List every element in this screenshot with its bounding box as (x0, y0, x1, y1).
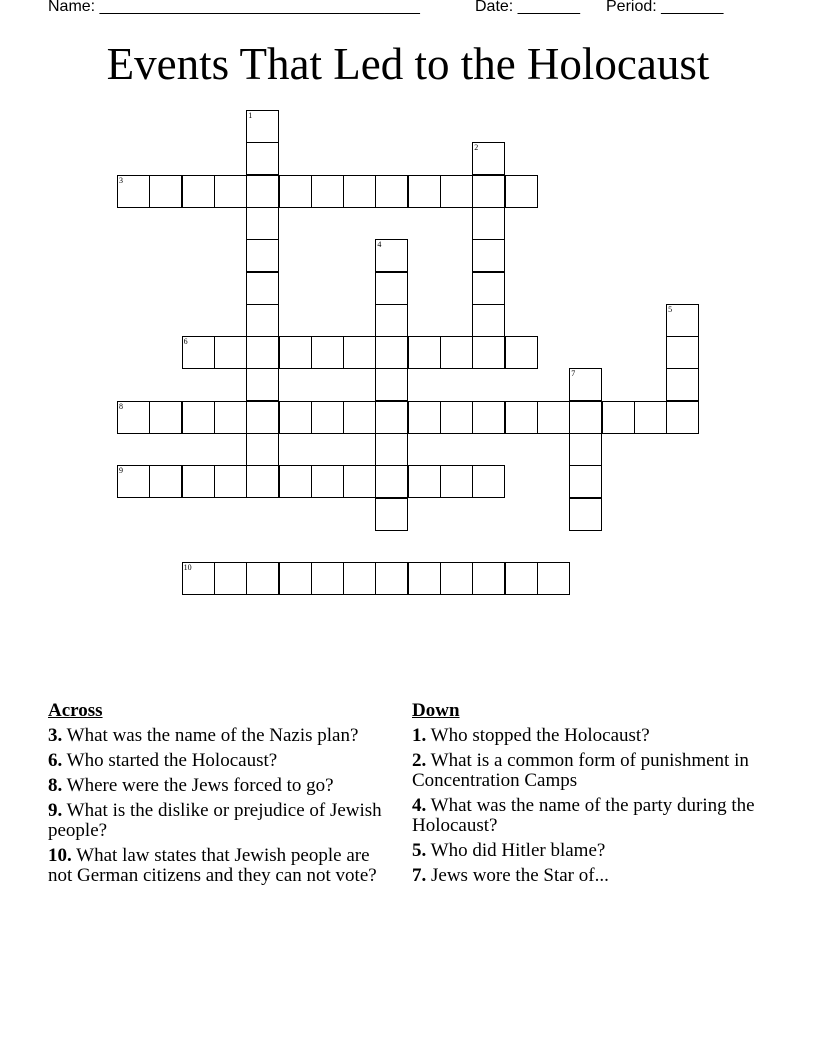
date-field[interactable]: Date: _______ (475, 0, 580, 15)
down-clues (412, 701, 762, 891)
crossword-cell[interactable] (246, 239, 279, 272)
crossword-cell[interactable] (569, 433, 602, 466)
crossword-cell[interactable] (440, 401, 473, 434)
across-clue: 3. What was the name of the Nazis plan? (48, 725, 359, 746)
clue-number: 9 (119, 466, 123, 476)
crossword-cell[interactable] (246, 401, 279, 434)
crossword-cell[interactable] (214, 175, 247, 208)
crossword-cell[interactable] (666, 336, 699, 369)
clue-number: 1 (248, 111, 253, 120)
crossword-cell[interactable] (375, 562, 408, 595)
crossword-cell[interactable] (214, 465, 247, 498)
crossword-cell[interactable] (472, 239, 505, 272)
crossword-cell[interactable] (375, 304, 408, 337)
crossword-cell[interactable] (472, 562, 505, 595)
crossword-cell[interactable] (149, 465, 182, 498)
crossword-cell[interactable] (117, 175, 150, 208)
crossword-cell[interactable] (182, 175, 215, 208)
crossword-cell[interactable] (440, 465, 473, 498)
crossword-cell[interactable] (505, 175, 538, 208)
crossword-cell[interactable] (408, 175, 441, 208)
crossword-cell[interactable] (149, 401, 182, 434)
crossword-cell[interactable] (214, 562, 247, 595)
crossword-cell[interactable] (182, 465, 215, 498)
clue-number: 3 (119, 175, 123, 185)
clue-number: 2 (474, 143, 479, 153)
crossword-cell[interactable] (246, 207, 279, 240)
crossword-cell[interactable] (182, 562, 215, 595)
crossword-cell[interactable] (182, 401, 215, 434)
across-clue: 10. What law states that Jewish people are not German citizens and they can not vote? (48, 845, 377, 886)
crossword-cell[interactable] (343, 401, 376, 434)
crossword-cell[interactable] (472, 304, 505, 337)
crossword-cell[interactable] (472, 272, 505, 305)
crossword-cell[interactable] (246, 368, 279, 401)
page-title: Events That Led to the Holocaust (106, 39, 710, 89)
crossword-cell[interactable] (311, 175, 344, 208)
crossword-cell[interactable] (279, 401, 312, 434)
crossword-cell[interactable] (569, 465, 602, 498)
crossword-cell[interactable] (505, 336, 538, 369)
clue-number: 4 (377, 240, 382, 250)
crossword-cell[interactable] (505, 562, 538, 595)
crossword-cell[interactable] (666, 304, 699, 337)
crossword-cell[interactable] (375, 239, 408, 272)
crossword-cell[interactable] (408, 401, 441, 434)
down-clue: 1. Who stopped the Holocaust? (412, 725, 650, 746)
crossword-cell[interactable] (472, 207, 505, 240)
clue-number: 7 (571, 369, 576, 379)
crossword-cell[interactable] (375, 498, 408, 531)
crossword-cell[interactable] (472, 401, 505, 434)
crossword-cell[interactable] (246, 304, 279, 337)
crossword-cell[interactable] (375, 401, 408, 434)
crossword-cell[interactable] (214, 336, 247, 369)
crossword-cell[interactable] (375, 433, 408, 466)
clue-number: 6 (183, 337, 188, 347)
crossword-cell[interactable] (246, 272, 279, 305)
period-field[interactable]: Period: _______ (606, 0, 724, 15)
crossword-cell[interactable] (408, 336, 441, 369)
crossword-cell[interactable] (279, 175, 312, 208)
crossword-cell[interactable] (246, 110, 279, 143)
crossword-cell[interactable] (537, 562, 570, 595)
crossword-cell[interactable] (408, 465, 441, 498)
crossword-cell[interactable] (214, 401, 247, 434)
crossword-cell[interactable] (279, 465, 312, 498)
crossword-cell[interactable] (246, 175, 279, 208)
crossword-cell[interactable] (440, 175, 473, 208)
crossword-cell[interactable] (311, 336, 344, 369)
crossword-cell[interactable] (602, 401, 635, 434)
crossword-cell[interactable] (117, 401, 150, 434)
crossword-cell[interactable] (343, 175, 376, 208)
crossword-cell[interactable] (472, 142, 505, 175)
crossword-cell[interactable] (537, 401, 570, 434)
crossword-cell[interactable] (375, 175, 408, 208)
crossword-cell[interactable] (569, 498, 602, 531)
across-clue: 6. Who started the Holocaust? (48, 750, 278, 771)
crossword-cell[interactable] (279, 336, 312, 369)
crossword-cell[interactable] (569, 401, 602, 434)
crossword-cell[interactable] (149, 175, 182, 208)
crossword-cell[interactable] (408, 562, 441, 595)
down-heading: Down (412, 700, 460, 721)
crossword-cell[interactable] (246, 465, 279, 498)
across-heading: Across (48, 700, 103, 721)
crossword-cell[interactable] (246, 142, 279, 175)
clue-number: 8 (119, 401, 123, 411)
crossword-cell[interactable] (375, 272, 408, 305)
crossword-cell[interactable] (246, 562, 279, 595)
name-field[interactable]: Name: ____________________________________ (48, 0, 420, 15)
crossword-cell[interactable] (375, 368, 408, 401)
crossword-cell[interactable] (634, 401, 667, 434)
crossword-cell[interactable] (343, 465, 376, 498)
crossword-cell[interactable] (246, 433, 279, 466)
crossword-cell[interactable] (472, 175, 505, 208)
across-clue: 8. Where were the Jews forced to go? (48, 775, 334, 796)
clue-number: 5 (668, 304, 673, 314)
crossword-cell[interactable] (440, 562, 473, 595)
crossword-cell[interactable] (311, 401, 344, 434)
crossword-cell[interactable] (375, 336, 408, 369)
crossword-cell[interactable] (343, 562, 376, 595)
crossword-cell[interactable] (472, 336, 505, 369)
crossword-cell[interactable] (279, 562, 312, 595)
across-clue: 9. What is the dislike or prejudice of Jewish people? (48, 800, 382, 841)
crossword-cell[interactable] (505, 401, 538, 434)
crossword-cell[interactable] (311, 465, 344, 498)
crossword-cell[interactable] (440, 336, 473, 369)
crossword-cell[interactable] (246, 336, 279, 369)
crossword-cell[interactable] (666, 368, 699, 401)
crossword-cell[interactable] (343, 336, 376, 369)
down-clue: 2. What is a common form of punishment in Concentration Camps (412, 750, 749, 791)
down-clue: 7. Jews wore the Star of... (412, 865, 609, 886)
crossword-cell[interactable] (117, 465, 150, 498)
down-clue: 4. What was the name of the party during the Holocaust? (412, 795, 755, 836)
crossword-cell[interactable] (472, 465, 505, 498)
crossword-cell[interactable] (666, 401, 699, 434)
crossword-cell[interactable] (311, 562, 344, 595)
crossword-cell[interactable] (375, 465, 408, 498)
down-clue: 5. Who did Hitler blame? (412, 840, 606, 861)
crossword-cell[interactable] (569, 368, 602, 401)
crossword-cell[interactable] (182, 336, 215, 369)
clue-number: 10 (183, 563, 192, 573)
across-clues (48, 701, 393, 891)
